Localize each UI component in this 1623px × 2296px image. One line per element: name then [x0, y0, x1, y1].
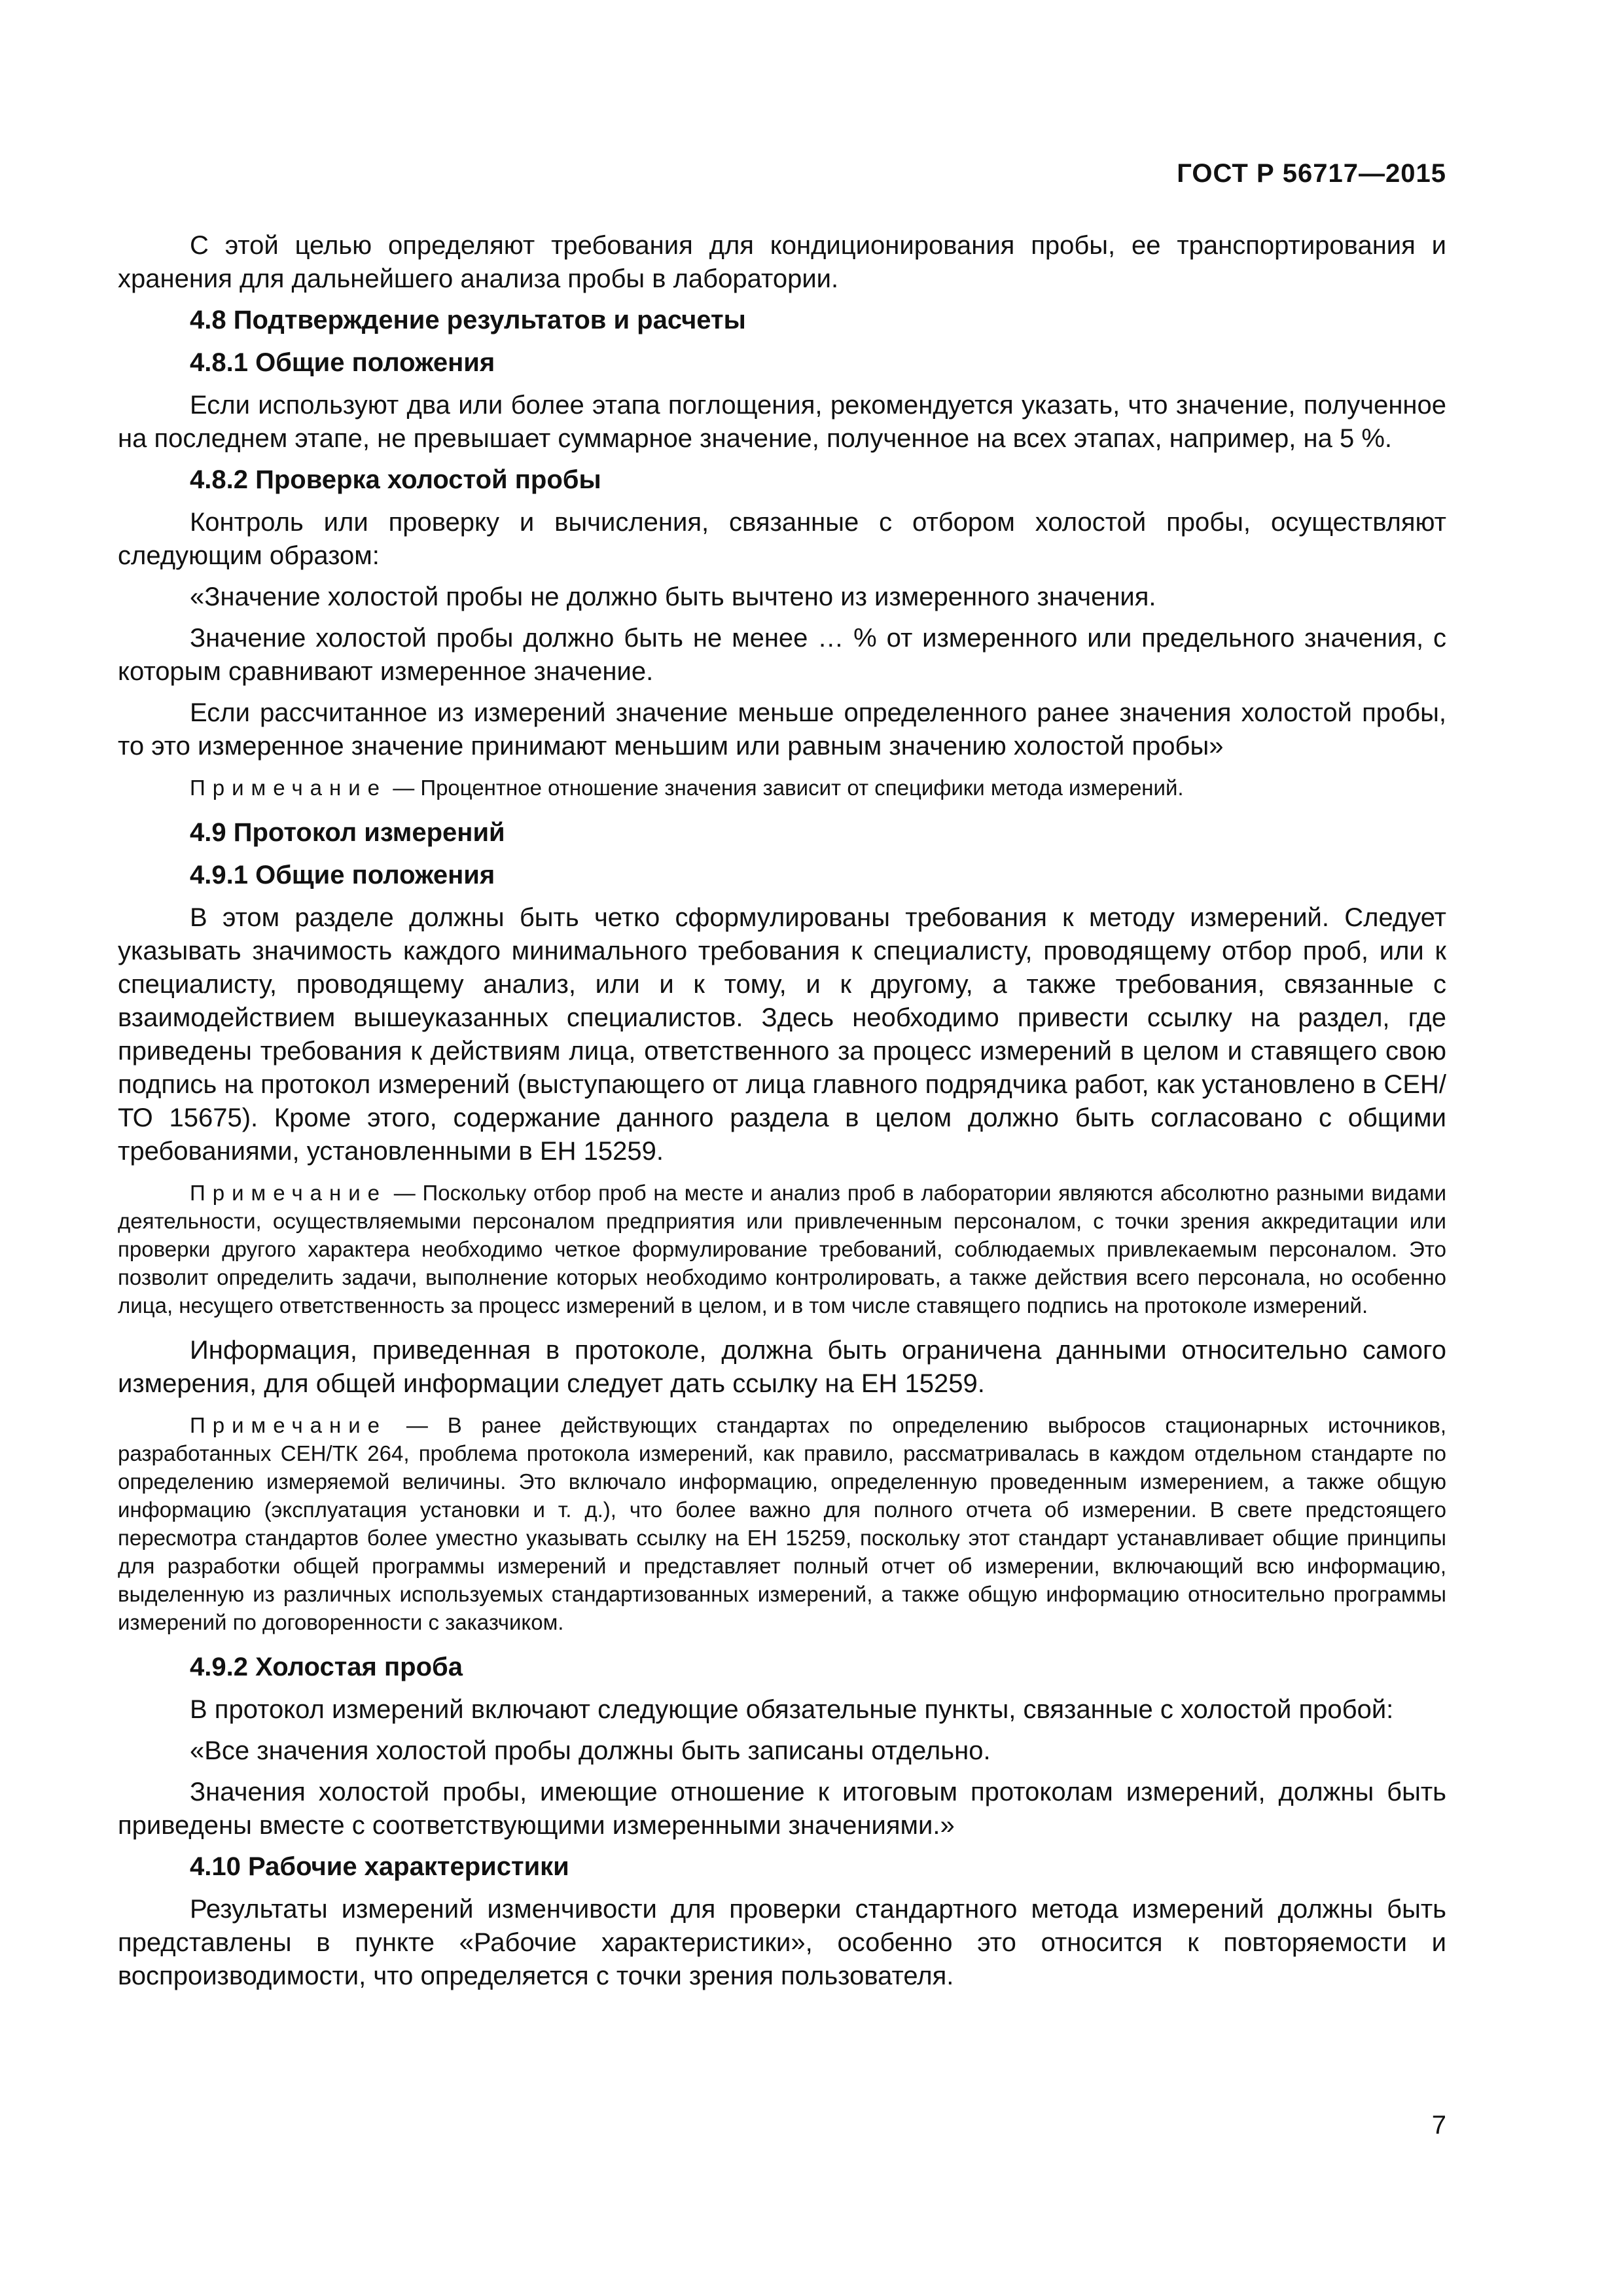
paragraph: Значения холостой пробы, имеющие отношение к итоговым протоколам измерений, должны быть приведены вместе с соответствующими измеренными значениями.» — [118, 1778, 1446, 1840]
note — [118, 1179, 1446, 1319]
note-label: Примечание — [190, 776, 387, 800]
page-number: 7 — [1431, 2111, 1446, 2140]
note-label: Примечание — [190, 1181, 387, 1205]
paragraph: Информация, приведенная в протоколе, должна быть ограничена данными относительно самого измерения, для общей информации следует дать ссылку на ЕН 15259. — [118, 1336, 1446, 1398]
section-heading-4-9-2: 4.9.2 Холостая проба — [190, 1653, 463, 1681]
note — [118, 774, 1446, 802]
paragraph: «Значение холостой пробы не должно быть вычтено из измеренного значения. — [190, 583, 1156, 611]
section-heading-4-8: 4.8 Подтверждение результатов и расчеты — [190, 306, 746, 334]
paragraph: В протокол измерений включают следующие обязательные пункты, связанные с холостой пробой: — [190, 1695, 1394, 1724]
section-heading-4-9-1: 4.9.1 Общие положения — [190, 861, 495, 889]
paragraph: Результаты измерений изменчивости для проверки стандартного метода измерений должны быть представлены в пункте «Рабочие характеристики», особенно это относится к повторяемости и воспроизводимости, что определяется с точки зрения пользователя. — [118, 1895, 1446, 1990]
document-code: ГОСТ Р 56717—2015 — [1177, 159, 1446, 188]
paragraph: Если рассчитанное из измерений значение меньше определенного ранее значения холостой пробы, то это измеренное значение принимают меньшим или равным значению холостой пробы» — [118, 698, 1446, 761]
section-heading-4-8-1: 4.8.1 Общие положения — [190, 348, 495, 377]
note-text: — Поскольку отбор проб на месте и анализ проб в лаборатории являются абсолютно разными видами деятельности, осуществляемыми персоналом предприятия или привлеченным персоналом, с точки зрения аккредитации или проверки другого характера необходимо четкое формулирование требований, соблюдаемых привлекаемым персоналом. Это позволит определить задачи, выполнение которых необходимо контролировать, а также действия всего персонала, но особенно лица, несущего ответственность за процесс измерений в целом, и в том числе ставящего подпись на протоколе измерений. — [118, 1181, 1447, 1318]
section-heading-4-8-2: 4.8.2 Проверка холостой пробы — [190, 465, 601, 494]
paragraph: С этой целью определяют требования для кондиционирования пробы, ее транспортирования и хранения для дальнейшего анализа пробы в лаборатории. — [118, 231, 1446, 293]
section-heading-4-9: 4.9 Протокол измерений — [190, 818, 505, 847]
paragraph: Если используют два или более этапа поглощения, рекомендуется указать, что значение, полученное на последнем этапе, не превышает суммарное значение, полученное на всех этапах, например, на 5 %. — [118, 391, 1446, 453]
paragraph: «Все значения холостой пробы должны быть записаны отдельно. — [190, 1736, 991, 1765]
note-label: Примечание — [190, 1413, 387, 1437]
note-text: — Процентное отношение значения зависит от специфики метода измерений. — [393, 776, 1184, 800]
section-heading-4-10: 4.10 Рабочие характеристики — [190, 1852, 569, 1881]
note — [118, 1411, 1446, 1636]
paragraph: Контроль или проверку и вычисления, связанные с отбором холостой пробы, осуществляют следующим образом: — [118, 508, 1446, 570]
paragraph: Значение холостой пробы должно быть не менее … % от измеренного или предельного значения, с которым сравнивают измеренное значение. — [118, 624, 1446, 686]
note-text: — В ранее действующих стандартах по определению выбросов стационарных источников, разработанных СЕН/ТК 264, проблема протокола измерений, как правило, рассматривалась в каждом отдельном стандарте по определению измеряемой величины. Это включало информацию, определенную проведенным измерением, а также общую информацию (эксплуатация установки и т. д.), что более важно для полного отчета об измерении. В свете предстоящего пересмотра стандартов более уместно указывать ссылку на ЕН 15259, поскольку этот стандарт устанавливает общие принципы для разработки общей программы измерений и представляет полный отчет об измерении, включающий всю информацию, выделенную из различных используемых стандартизованных измерений, а также общую информацию относительно программы измерений по договоренности с заказчиком. — [118, 1413, 1447, 1634]
document-body — [118, 229, 1446, 2001]
paragraph: В этом разделе должны быть четко сформулированы требования к методу измерений. Следует указывать значимость каждого минимального требования к специалисту, проводящему отбор проб, или к специалисту, проводящему анализ, или и к тому, и к другому, а также требования, связанные с взаимодействием вышеуказанных специалистов. Здесь необходимо привести ссылку на раздел, где приведены требования к действиям лица, ответственного за процесс измерений в целом и ставящего свою подпись на протокол измерений (выступающего от лица главного подрядчика работ, как установлено в СЕН/ТО 15675). Кроме этого, содержание данного раздела в целом должно быть согласовано с общими требованиями, установленными в ЕН 15259. — [118, 903, 1446, 1166]
